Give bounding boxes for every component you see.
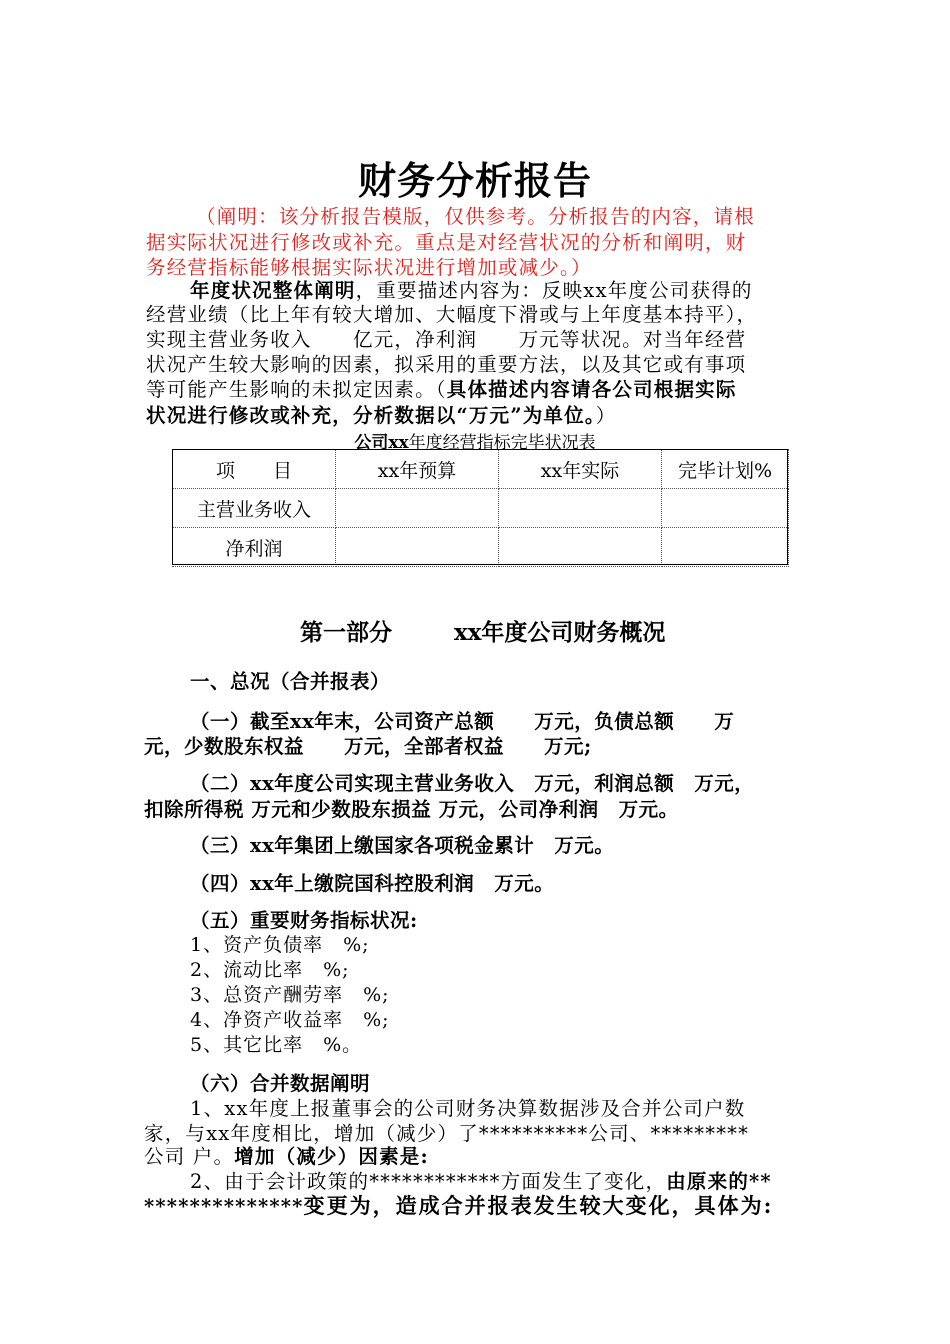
note-1-line-3-bold: 增加（减少）因素是: — [234, 1145, 429, 1168]
overview-line-4: 状况产生较大影响的因素，拟采用的重要方法，以及其它或有事项 — [146, 353, 747, 376]
page-title: 财务分析报告 — [357, 158, 592, 203]
overview-line-6-end: ） — [595, 404, 617, 427]
note-1-line-3 — [144, 1141, 429, 1169]
overview-line-5-normal: 等可能产生影响的未拟定因素。（ — [146, 378, 447, 401]
overview-line-1-rest: ，重要描述内容为：反映xx年度公司获得的 — [355, 279, 753, 302]
note-2-line-2 — [144, 1190, 773, 1220]
note-2-line-1-bold: 由原来的** — [666, 1170, 772, 1193]
note-1-line-1: 1、xx年度上报董事会的公司财务决算数据涉及合并公司户数 — [190, 1097, 746, 1120]
part-title: xx年度公司财务概况 — [454, 619, 666, 646]
para-5: （五）重要财务指标状况: — [190, 909, 418, 932]
table-cell — [662, 528, 789, 567]
list-item: 1、资产负债率 %; — [190, 934, 370, 956]
para-1-line-1: （一）截至xx年末，公司资产总额 万元，负债总额 万 — [190, 710, 735, 733]
table-caption-rest: 年度经营指标完毕状况表 — [408, 433, 596, 453]
note-2-line-2-bold: 变更为，造成合并报表发生较大变化，具体为: — [303, 1193, 774, 1218]
note-1-line-3-normal: 公司 户。 — [144, 1145, 235, 1168]
table-row — [173, 489, 789, 528]
para-4: （四）xx年上缴院国科控股利润 万元。 — [190, 872, 555, 895]
overview-line-5 — [146, 374, 737, 402]
list-item: 5、其它比率 %。 — [190, 1034, 363, 1056]
list-item: 2、流动比率 %; — [190, 959, 350, 981]
section-1-heading: 一、总况（合并报表） — [190, 670, 391, 693]
note-line-2: 据实际状况进行修改或补充。重点是对经营状况的分析和阐明，财 — [146, 231, 747, 254]
table-row — [173, 528, 789, 567]
header-item: 项 目 — [173, 450, 336, 489]
para-2-line-2: 扣除所得税 万元和少数股东损益 万元，公司净利润 万元。 — [144, 798, 679, 821]
list-item: 3、总资产酬劳率 %; — [190, 984, 390, 1006]
note-line-1: （阐明：该分析报告模版，仅供参考。分析报告的内容，请根 — [196, 205, 755, 228]
table-cell — [499, 528, 662, 567]
para-2-line-1: （二）xx年度公司实现主营业务收入 万元，利润总额 万元， — [190, 772, 755, 795]
header-actual: xx年实际 — [499, 450, 662, 489]
table-cell — [336, 489, 499, 528]
overview-line-2: 经营业绩（比上年有较大增加、大幅度下滑或与上年度基本持平）， — [146, 303, 758, 326]
overview-line-6-bold: 状况进行修改或补充，分析数据以“万元”为单位。 — [146, 404, 596, 427]
note-2-line-2-stars: ************** — [144, 1195, 304, 1218]
header-budget: xx年预算 — [336, 450, 499, 489]
table-cell — [336, 528, 499, 567]
note-2-line-1-normal: 2、由于会计政策的************方面发生了变化， — [190, 1170, 667, 1193]
para-1-line-2: 元，少数股东权益 万元，全部者权益 万元; — [144, 735, 592, 758]
table-caption-bold: 公司xx — [354, 433, 409, 453]
indicator-table — [172, 449, 789, 567]
part-label: 第一部分 — [300, 619, 392, 646]
overview-line-5-bold: 具体描述内容请各公司根据实际 — [446, 378, 737, 401]
note-line-3: 务经营指标能够根据实际状况进行增加或减少。） — [146, 256, 592, 279]
overview-heading: 年度状况整体阐明 — [190, 279, 356, 302]
table-cell — [662, 489, 789, 528]
para-3: （三）xx年集团上缴国家各项税金累计 万元。 — [190, 834, 615, 857]
table-header-row — [173, 450, 789, 489]
note-1-line-2: 家，与xx年度相比，增加（减少）了**********公司、********* — [144, 1122, 750, 1145]
table-cell — [499, 489, 662, 528]
row-label: 净利润 — [173, 528, 336, 567]
list-item: 4、净资产收益率 %; — [190, 1009, 390, 1031]
part-heading — [300, 614, 665, 647]
overview-line-3: 实现主营业务收入 亿元，净利润 万元等状况。对当年经营 — [146, 328, 747, 351]
overview-line-6 — [146, 400, 617, 428]
para-6-heading: （六）合并数据阐明 — [190, 1072, 371, 1095]
header-completion: 完毕计划% — [662, 450, 789, 489]
row-label: 主营业务收入 — [173, 489, 336, 528]
